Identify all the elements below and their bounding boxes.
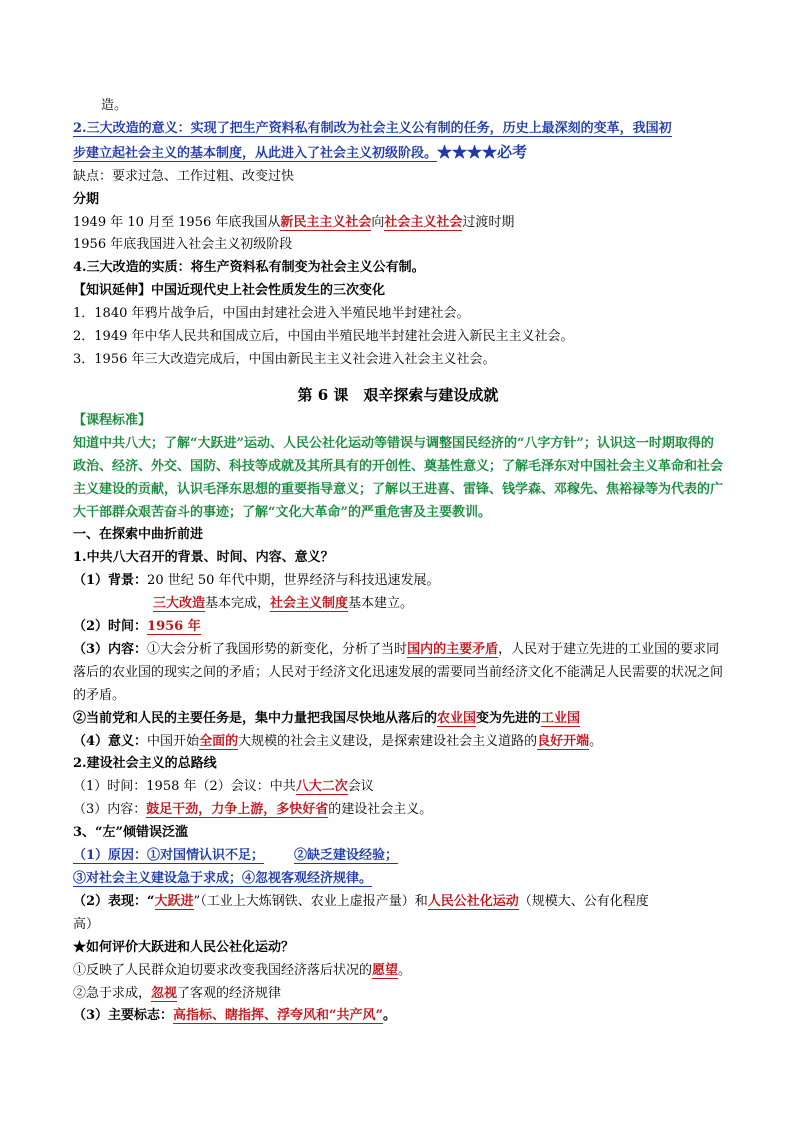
text: 3．1956 年三大改造完成后，中国由新民主主义社会进入社会主义社会。 — [73, 351, 496, 367]
text-line — [73, 960, 723, 983]
text-line — [73, 776, 723, 799]
text-line — [73, 593, 723, 616]
text: 2.三大改造的意义：实现了把生产资料私有制改为社会主义公有制的任务，历史上最深刻的变革，我国初 — [73, 120, 672, 136]
text-line — [73, 570, 723, 593]
text-line — [73, 1005, 723, 1028]
keyword: 全面的 — [199, 733, 239, 749]
text: 分期 — [73, 191, 100, 207]
keyword: 社会主义社会 — [384, 214, 463, 230]
lesson-title: 第 6 课 艰辛探索与建设成就 — [297, 385, 499, 404]
question: 1.中共八大召开的背景、时间、内容、意义？ — [73, 550, 334, 566]
text: 过渡时期 — [462, 214, 515, 230]
keyword: 农业国 — [437, 710, 477, 726]
text-line — [73, 799, 723, 822]
keyword: 工业国 — [541, 710, 581, 726]
text: ①大会分析了我国形势的新变化，分析了当时 — [147, 641, 408, 657]
text: 1．1840 年鸦片战争后，中国由封建社会进入半殖民地半封建社会。 — [73, 306, 470, 322]
text-line — [73, 326, 723, 349]
keyword: 大跃进 — [154, 893, 194, 909]
text-line — [73, 731, 723, 754]
text: ②急于求成， — [73, 985, 152, 1001]
keyword: 社会主义制度 — [270, 596, 349, 612]
keyword: 国内的主要矛盾 — [407, 641, 499, 657]
section-heading: 一、在探索中曲折前进 — [73, 527, 204, 543]
keyword: 高指标、瞎指挥、浮夸风和“共产风” — [173, 1008, 384, 1024]
text: 会议 — [347, 779, 374, 795]
text: 4.三大改造的实质：将生产资料私有制变为社会主义公有制。 — [73, 260, 425, 276]
text: 缺点：要求过急、工作过粗、改变过快 — [73, 168, 295, 184]
text: ②缺乏建设经验； — [294, 848, 399, 864]
cause-line-1 — [73, 845, 723, 868]
text: 1956 年底我国进入社会主义初级阶段 — [73, 237, 293, 253]
keyword: 新民主主义社会 — [280, 214, 372, 230]
text: 。 — [589, 733, 603, 749]
text-line — [73, 303, 723, 326]
text: 。 — [383, 1008, 397, 1024]
text-line — [73, 349, 723, 372]
text: 【知识延伸】中国近现代史上社会性质发生的三次变化 — [73, 283, 386, 299]
text: 基本完成， — [205, 596, 271, 612]
keyword: 愿望 — [372, 962, 399, 978]
label: （3）内容： — [73, 641, 148, 657]
text-line — [73, 234, 723, 257]
keyword: 三大改造 — [153, 596, 206, 612]
text: 高） — [73, 916, 100, 932]
text: （规模大、公有化程度 — [518, 893, 649, 909]
text-line — [73, 189, 723, 212]
text: 步建立起社会主义的基本制度，从此进入了社会主义初级阶段。 — [73, 145, 438, 161]
section-heading: 3、“左”倾错误泛滥 — [73, 825, 189, 841]
keyword: 良好开端 — [537, 733, 590, 749]
text: 2．1949 年中华人民共和国成立后，中国由半殖民地半封建社会进入新民主主义社会。 — [73, 329, 574, 345]
text: 中国开始 — [147, 733, 200, 749]
label: （4）意义： — [73, 733, 148, 749]
text: 1949 年 10 月至 1956 年底我国从 — [73, 214, 281, 230]
text: 。 — [398, 962, 412, 978]
text-line — [73, 280, 723, 303]
question: ★如何评价大跃进和人民公社化运动？ — [73, 939, 295, 955]
text-line — [73, 914, 723, 937]
text-line — [73, 983, 723, 1006]
text: 20 世纪 50 年代中期，世界经济与科技迅速发展。 — [147, 573, 440, 589]
significance-line-2 — [73, 141, 723, 166]
must-test-stars: ★★★★必考 — [437, 142, 528, 161]
text: ，人民对于建立先进的工业国的要求同落后的农业国的现实之间的矛盾；人民对于经济文化迅速发展的需要同当前经济文化不能满足人民需要的状况之间的矛盾。 — [73, 641, 724, 703]
label: （2）表现：“ — [73, 893, 155, 909]
standard-text: 知道中共八大；了解“大跃进”运动、人民公社化运动等错误与调整国民经济的“八字方针”；认识这一时期取得的政治、经济、外交、国防、科技等成就及其所具有的开创性、奠基性意义；了解毛泽东对中国社会主义革命和社会主义建设的贡献，认识毛泽东思想的重要指导意义；了解以王进喜、雷锋、钱学森、邓稼先、焦裕禄等为代表的广大干部群众艰苦奋斗的事迹；了解“文化大革命”的严重危害及主要教训。 — [73, 435, 724, 520]
text-line — [73, 95, 723, 118]
text: ③对社会主义建设急于求成；④忽视客观经济规律。 — [73, 871, 373, 886]
text-line — [73, 616, 723, 639]
text: ①反映了人民群众迫切要求改变我国经济落后状况的 — [73, 962, 373, 978]
text: （1）时间：1958 年（2）会议：中共 — [73, 779, 296, 795]
keyword: 忽视 — [151, 985, 178, 1001]
text: ②当前党和人民的主要任务是，集中力量把我国尽快地从落后的 — [73, 710, 438, 726]
significance-line-1 — [73, 118, 723, 141]
text: 的建设社会主义。 — [328, 802, 433, 818]
cause-line-2 — [73, 868, 723, 891]
section-heading: 2.建设社会主义的总路线 — [73, 756, 217, 772]
text-line — [73, 257, 723, 280]
text: 向 — [371, 214, 385, 230]
text-line — [73, 708, 723, 731]
keyword: 鼓足干劲，力争上游，多快好省 — [146, 802, 329, 818]
text: 变为先进的 — [476, 710, 542, 726]
keyword: 八大二次 — [295, 779, 348, 795]
label: （2）时间： — [73, 619, 148, 635]
text-paragraph — [73, 639, 723, 708]
text: （1）原因：①对国情认识不足； — [73, 848, 265, 864]
document-page — [73, 95, 723, 1028]
text: 造。 — [101, 98, 128, 113]
text: 了客观的经济规律 — [177, 985, 282, 1001]
keyword: 人民公社化运动 — [427, 893, 519, 909]
text: 大规模的社会主义建设，是探索建设社会主义道路的 — [238, 733, 538, 749]
text-line — [73, 212, 723, 235]
text: ”（工业上大炼钢铁、农业上虚报产量）和 — [193, 893, 428, 909]
text: （3）内容： — [73, 802, 147, 818]
text-line — [73, 166, 723, 189]
label: （1）背景： — [73, 573, 148, 589]
text-line — [73, 891, 723, 914]
text: 基本建立。 — [348, 596, 414, 612]
standard-heading: 【课程标准】 — [73, 412, 152, 428]
keyword: 1956 年 — [147, 619, 201, 635]
label: （3）主要标志： — [73, 1008, 174, 1024]
